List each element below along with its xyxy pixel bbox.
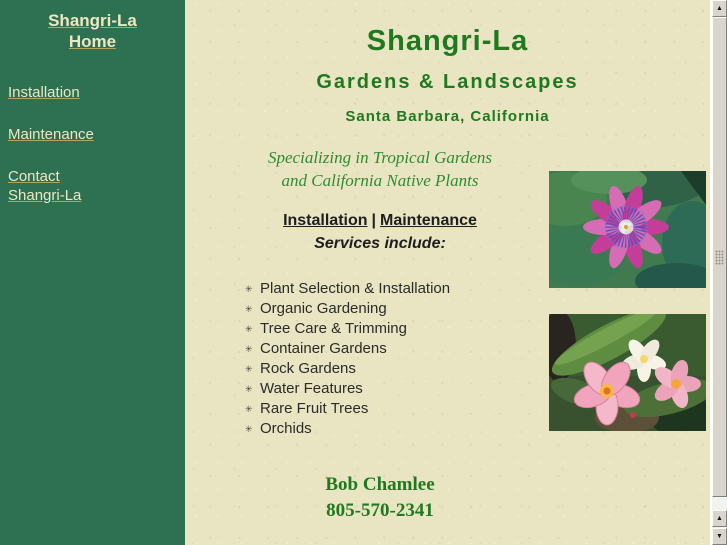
plumeria-photo — [549, 314, 706, 431]
scrollbar-thumb[interactable] — [712, 17, 727, 497]
contact-phone: 805-570-2341 — [326, 500, 434, 521]
sidebar-contact-line2: Shangri-La — [8, 187, 82, 204]
list-item — [245, 399, 545, 419]
sidebar-item-contact[interactable] — [8, 167, 81, 205]
list-item — [245, 339, 545, 359]
content-row — [185, 125, 710, 521]
passion-flower-photo — [549, 171, 706, 288]
service-label: Rare Fruit Trees — [260, 400, 369, 417]
list-item — [245, 419, 545, 439]
list-bullet-icon: ✳ — [245, 344, 253, 354]
contact-block — [215, 475, 545, 521]
list-bullet-icon: ✳ — [245, 284, 253, 294]
list-item — [245, 319, 545, 339]
service-label: Tree Care & Trimming — [260, 320, 407, 337]
service-label: Plant Selection & Installation — [260, 280, 451, 297]
page-header — [185, 0, 710, 125]
maintenance-link[interactable]: Maintenance — [380, 212, 477, 229]
text-column — [215, 125, 545, 521]
vertical-scrollbar — [710, 0, 727, 545]
service-label: Organic Gardening — [260, 300, 387, 317]
list-item — [245, 359, 545, 379]
list-bullet-icon: ✳ — [245, 384, 253, 394]
main-content — [185, 0, 710, 545]
scroll-up-icon: ▲ — [716, 5, 723, 12]
inline-nav — [215, 212, 545, 230]
installation-link[interactable]: Installation — [283, 212, 368, 229]
tagline — [215, 146, 545, 192]
list-bullet-icon: ✳ — [245, 404, 253, 414]
scroll-down-button[interactable] — [712, 528, 727, 545]
list-item — [245, 379, 545, 399]
scroll-up-button[interactable] — [712, 0, 727, 17]
photo-column — [549, 125, 709, 431]
scroll-up-icon: ▲ — [716, 515, 723, 522]
sidebar-home-line2: Home — [68, 32, 117, 51]
page-title: Shangri-La — [366, 25, 529, 57]
list-item — [245, 299, 545, 319]
services-list — [215, 279, 545, 439]
service-label: Container Gardens — [260, 340, 387, 357]
sidebar-item-installation[interactable]: Installation — [8, 84, 80, 101]
list-bullet-icon: ✳ — [245, 324, 253, 334]
sidebar-home-line1: Shangri-La — [48, 11, 137, 30]
page-subtitle: Gardens & Landscapes — [316, 71, 579, 93]
scrollbar-grip-icon — [715, 250, 724, 265]
sidebar-contact-line1: Contact — [8, 168, 60, 185]
sidebar-home-link[interactable] — [8, 10, 177, 52]
list-bullet-icon: ✳ — [245, 424, 253, 434]
sidebar-item-maintenance[interactable]: Maintenance — [8, 126, 94, 143]
service-label: Rock Gardens — [260, 360, 356, 377]
page-location: Santa Barbara, California — [345, 108, 550, 125]
list-bullet-icon: ✳ — [245, 304, 253, 314]
services-heading: Services include: — [314, 235, 446, 252]
nav-separator: | — [371, 212, 376, 229]
list-item — [245, 279, 545, 299]
service-label: Orchids — [260, 420, 312, 437]
tagline-line1: Specializing in Tropical Gardens — [268, 148, 492, 167]
list-bullet-icon: ✳ — [245, 364, 253, 374]
scroll-down-icon: ▼ — [716, 533, 723, 540]
service-label: Water Features — [260, 380, 363, 397]
contact-name: Bob Chamlee — [325, 474, 435, 495]
sidebar — [0, 0, 185, 545]
tagline-line2: and California Native Plants — [281, 171, 479, 190]
scroll-up-button-bottom[interactable] — [712, 510, 727, 527]
